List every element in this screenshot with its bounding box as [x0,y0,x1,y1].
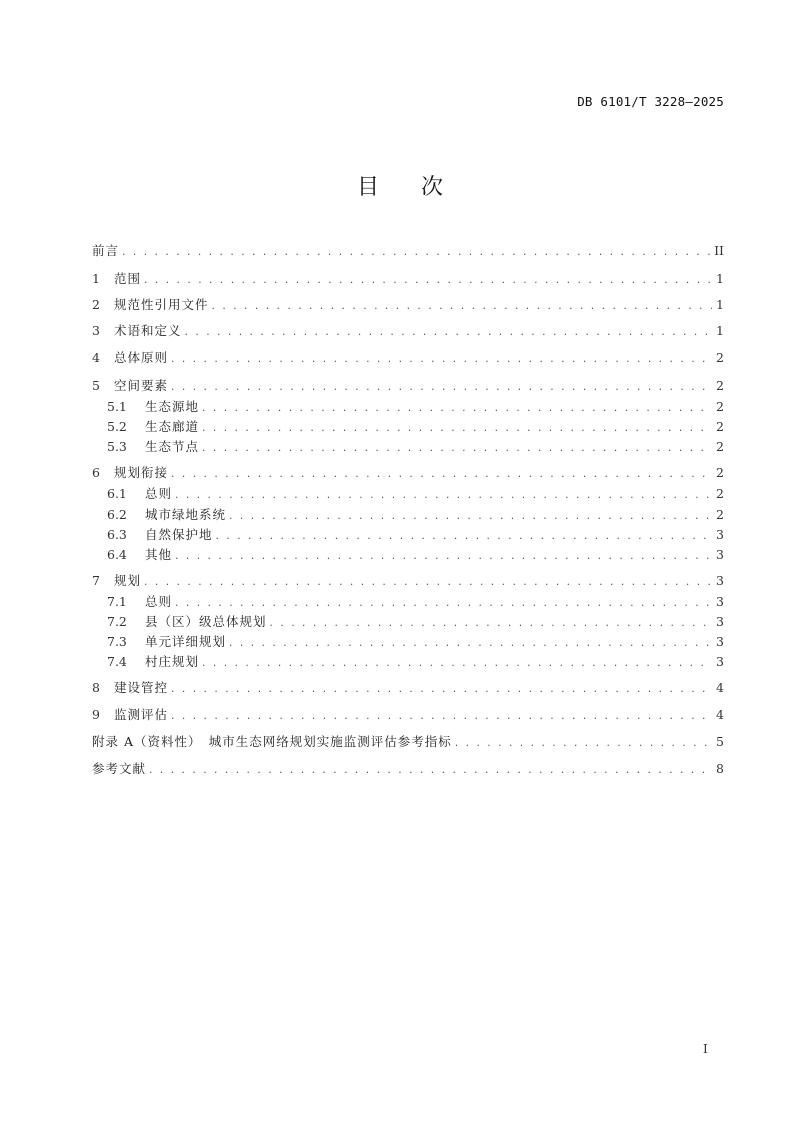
toc-entry[interactable] [92,706,724,724]
dot-leader [228,508,712,526]
dot-leader [215,528,713,546]
toc-entry-page: 2 [716,419,724,434]
toc-entry-label: 范围 [114,271,142,286]
toc-entry-label: 规划衔接 [114,465,169,480]
toc-entry[interactable] [107,418,724,436]
toc-entry[interactable] [107,633,724,651]
toc-entry[interactable] [92,242,724,260]
toc-entry-label: 规范性引用文件 [114,297,209,312]
toc-entry[interactable] [92,349,724,367]
toc-entry-label: 生态节点 [145,439,200,454]
toc-entry-label: 前言 [92,243,120,258]
toc-entry-page: 3 [716,547,724,562]
toc-entry-label: 术语和定义 [114,323,182,338]
toc-entry-page: 3 [716,634,724,649]
toc-entry[interactable] [92,679,724,697]
toc-entry[interactable] [92,296,724,314]
toc-entry-page: 2 [716,465,724,480]
dot-leader [174,487,712,505]
toc-entry[interactable] [107,398,724,416]
dot-leader [201,440,712,458]
toc-entry-number: 6.2 [107,507,127,522]
page-title [0,170,800,201]
dot-leader [121,244,710,262]
toc-entry-page: 3 [716,614,724,629]
toc-entry-number: 5.2 [107,419,127,434]
title-char-2: 次 [421,175,444,200]
toc-entry[interactable] [107,438,724,456]
toc-entry-label: 生态廊道 [145,419,200,434]
title-char-1: 目 [356,175,379,200]
toc-entry-number: 9 [92,707,100,722]
toc-entry-number: 7.3 [107,634,127,649]
toc-entry-number: 5 [92,378,100,393]
toc-entry-number: 7.1 [107,594,127,609]
toc-entry-label: 总体原则 [114,350,169,365]
dot-leader [201,655,712,673]
dot-leader [211,298,713,316]
toc-entry-page: 3 [716,573,724,588]
toc-entry-number: 7 [92,573,100,588]
toc-entry-label: 总则 [145,594,173,609]
toc-entry-page: 2 [716,439,724,454]
toc-entry[interactable] [107,546,724,564]
toc-entry-label: 自然保护地 [145,527,213,542]
dot-leader [148,762,712,780]
toc-entry-number: 7.2 [107,614,127,629]
dot-leader [170,708,712,726]
toc-entry-page: 1 [716,323,724,338]
toc-entry-number: 1 [92,271,100,286]
toc-entry-number: 6 [92,465,100,480]
toc-entry-number: 4 [92,350,100,365]
toc-entry-page: 1 [716,297,724,312]
toc-entry-page: II [714,243,724,258]
toc-entry-page: 3 [716,654,724,669]
dot-leader [269,615,713,633]
toc-entry-label: 城市绿地系统 [145,507,227,522]
dot-leader [174,595,712,613]
toc-entry-number: 7.4 [107,654,127,669]
dot-leader [454,735,712,753]
toc-entry[interactable] [92,572,724,590]
footer-page-number: I [703,1042,708,1056]
toc-entry[interactable] [92,760,724,778]
toc-entry[interactable] [107,613,724,631]
toc-entry[interactable] [92,270,724,288]
toc-entry-number: 8 [92,680,100,695]
toc-entry-page: 2 [716,399,724,414]
toc-entry-page: 8 [716,761,724,776]
toc-entry[interactable] [92,322,724,340]
toc-entry-page: 4 [716,707,724,722]
dot-leader [170,351,712,369]
toc-entry-page: 3 [716,594,724,609]
toc-entry-page: 5 [716,734,724,749]
dot-leader [170,379,712,397]
toc-entry-label: 县（区）级总体规划 [145,614,267,629]
toc-entry-label: 生态源地 [145,399,200,414]
dot-leader [228,635,712,653]
dot-leader [170,681,712,699]
toc-entry-number: 3 [92,323,100,338]
toc-entry-label: 参考文献 [92,761,147,776]
toc-entry-label: 其他 [145,547,173,562]
toc-entry-label: 村庄规划 [145,654,200,669]
toc-entry-number: 5.3 [107,439,127,454]
dot-leader [170,466,712,484]
toc-entry-label: 总则 [145,486,173,501]
toc-entry-label: 单元详细规划 [145,634,227,649]
dot-leader [201,400,712,418]
dot-leader [184,324,713,342]
toc-entry-label: 规划 [114,573,142,588]
dot-leader [143,272,712,290]
toc-entry-page: 2 [716,350,724,365]
toc-entry-number: 2 [92,297,100,312]
toc-entry[interactable] [92,464,724,482]
toc-entry-label: 监测评估 [114,707,169,722]
dot-leader [174,548,712,566]
toc-entry-label: 建设管控 [114,680,169,695]
toc-entry-page: 1 [716,271,724,286]
toc-entry-label: 空间要素 [114,378,169,393]
toc-entry-page: 3 [716,527,724,542]
dot-leader [143,574,712,592]
toc-entry[interactable] [107,526,724,544]
toc-entry-page: 2 [716,378,724,393]
document-code: DB 6101/T 3228—2025 [577,94,724,109]
toc-entry[interactable] [107,485,724,503]
toc-entry[interactable] [107,593,724,611]
toc-entry-number: 6.3 [107,527,127,542]
toc-entry[interactable] [107,506,724,524]
toc-entry[interactable] [107,653,724,671]
toc-entry-number: 6.1 [107,486,127,501]
toc-entry-page: 4 [716,680,724,695]
toc-entry-label: 附录 A（资料性） 城市生态网络规划实施监测评估参考指标 [92,734,452,749]
toc-entry-number: 6.4 [107,547,127,562]
toc-entry[interactable] [92,377,724,395]
toc-entry-page: 2 [716,486,724,501]
toc-entry-page: 2 [716,507,724,522]
toc-entry[interactable] [92,733,724,751]
toc-entry-number: 5.1 [107,399,127,414]
dot-leader [201,420,712,438]
